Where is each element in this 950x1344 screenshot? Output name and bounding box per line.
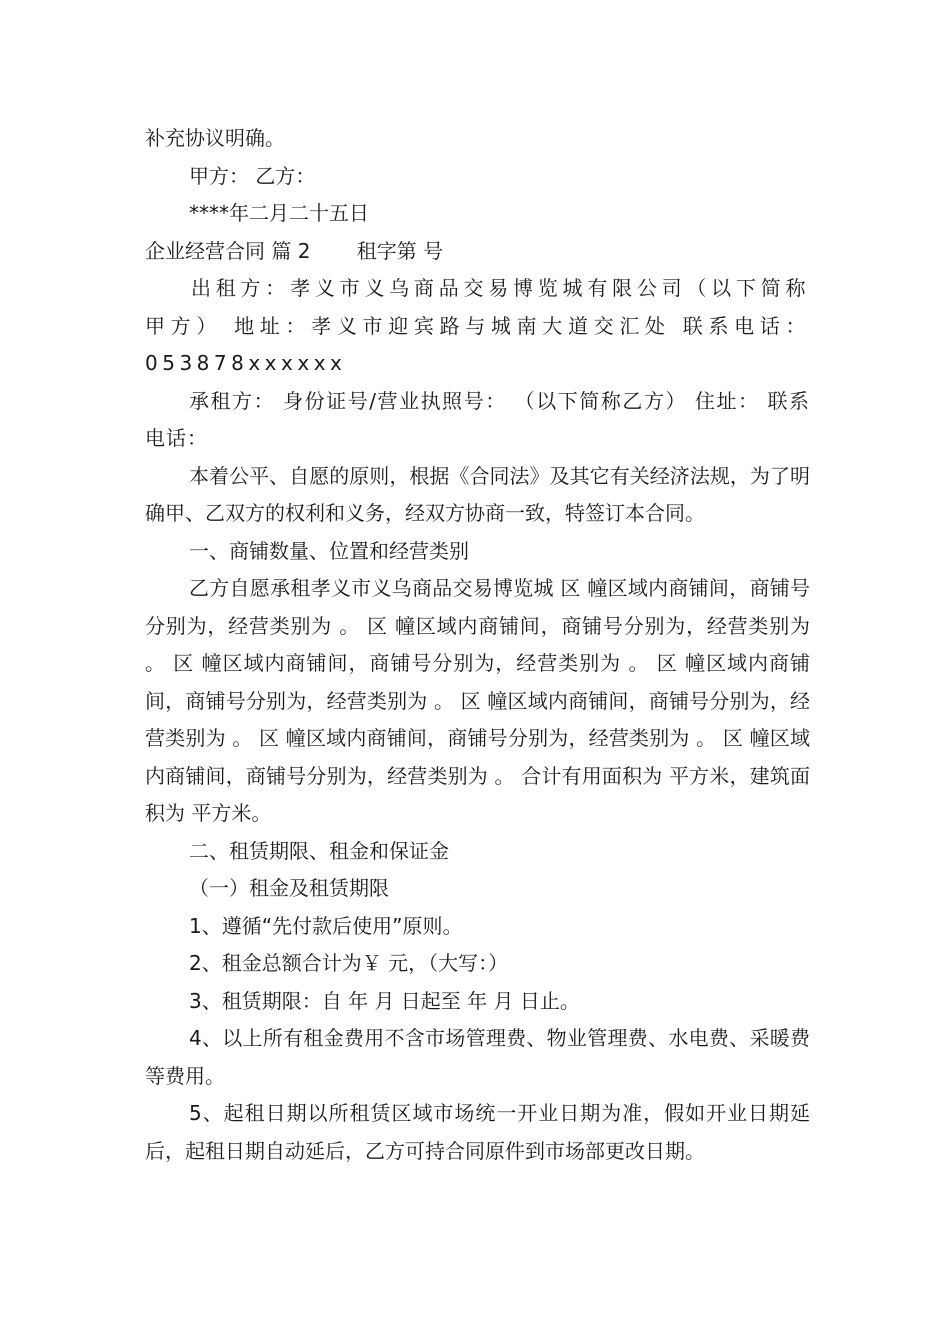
list-item: 4、以上所有租金费用不含市场管理费、物业管理费、水电费、采暖费等费用。 <box>145 1026 810 1088</box>
date-line: ****年二月二十五日 <box>189 201 369 225</box>
heading-2: 二、租赁期限、租金和保证金 <box>189 838 449 863</box>
heading-2-1: （一）租金及租赁期限 <box>189 876 389 900</box>
heading-1: 一、商铺数量、位置和经营类别 <box>189 538 469 563</box>
list-item: 5、起租日期以所租赁区域市场统一开业日期为准，假如开业日期延后，起租日期自动延后，乙方可持合同原件到市场部更改日期。 <box>145 1101 810 1163</box>
list-item: 2、租金总额合计为￥ 元，（大写：） <box>189 951 509 975</box>
text-line: 补充协议明确。 <box>145 126 285 150</box>
signature-line: 甲方： 乙方： <box>189 163 316 188</box>
lessee-paragraph: 承租方： 身份证号/营业执照号： （以下简称乙方） 住址： 联系电话： <box>145 388 810 450</box>
document-body <box>145 120 810 1170</box>
list-item: 3、租赁期限：自 年 月 日起至 年 月 日止。 <box>189 988 580 1013</box>
lessor-paragraph: 出租方：孝义市义乌商品交易博览城有限公司（以下简称甲方） 地址：孝义市迎宾路与城南大道交汇处 联系电话：053878xxxxxx <box>145 276 810 375</box>
shops-paragraph: 乙方自愿承租孝义市义乌商品交易博览城 区 幢区域内商铺间，商铺号分别为，经营类别为 。 区 幢区域内商铺间，商铺号分别为，经营类别为 。 区 幢区域内商铺间，商铺号分别为，经营类别为 。 区 幢区域内商铺间，商铺号分别为，经营类别为 。 区 幢区域内商铺间，商铺号分别为，经营类别为 。 区 幢区域内商铺间，商铺号分别为，经营类别为 。 区 幢区域内商铺间，商铺号分别为，经营类别为 。 合计有用面积为 平方米，建筑面积为 平方米。 <box>145 576 810 825</box>
section-title: 企业经营合同 篇 2 租字第 号 <box>145 238 444 263</box>
list-item: 1、遵循“先付款后使用”原则。 <box>189 913 463 938</box>
intro-paragraph: 本着公平、自愿的原则，根据《合同法》及其它有关经济法规，为了明确甲、乙双方的权利和义务，经双方协商一致，特签订本合同。 <box>145 463 810 525</box>
